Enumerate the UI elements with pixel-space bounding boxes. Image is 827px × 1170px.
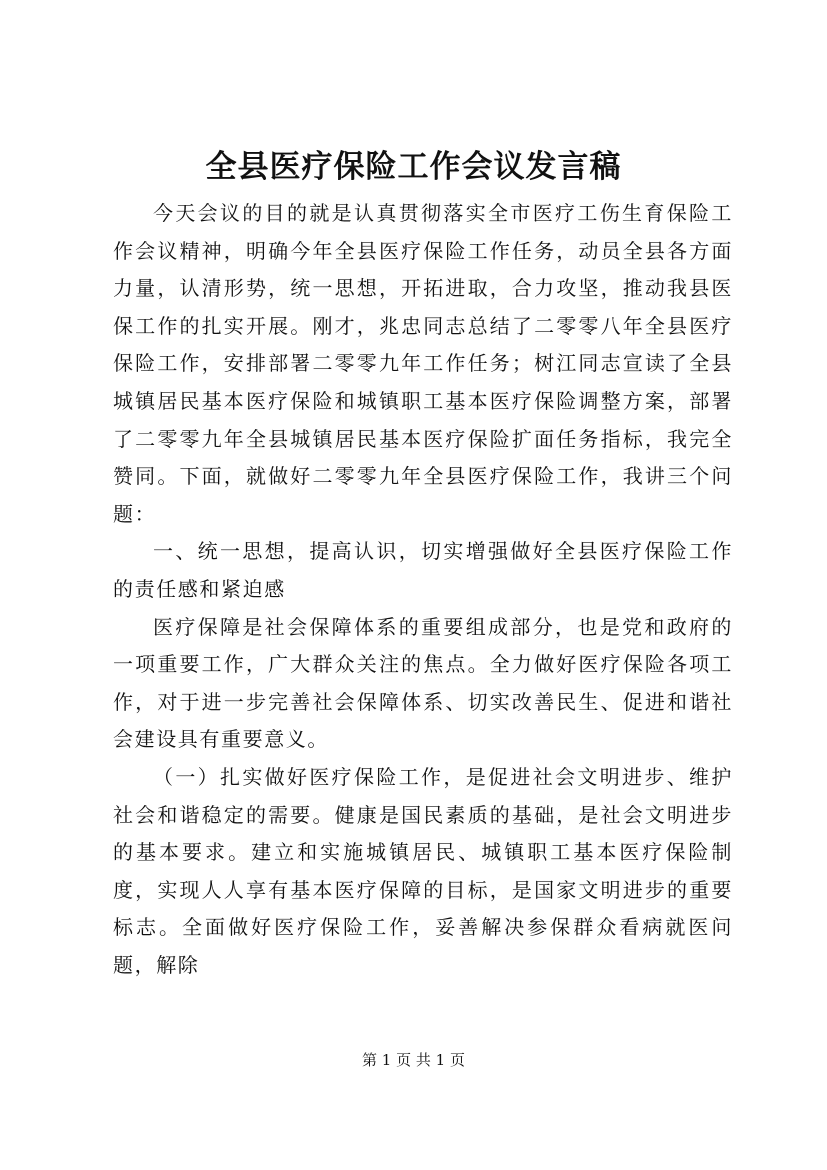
paragraph-section-1: 医疗保障是社会保障体系的重要组成部分，也是党和政府的一项重要工作，广大群众关注的焦点。全力做好医疗保险各项工作，对于进一步完善社会保障体系、切实改善民生、促进和谐社会建设具有重要意义。 xyxy=(113,614,733,752)
page-number-footer: 第 1 页 共 1 页 xyxy=(362,1051,465,1069)
section-heading-1: 一、统一思想，提高认识，切实增强做好全县医疗保险工作的责任感和紧迫感 xyxy=(113,539,733,601)
document-body xyxy=(113,195,733,984)
paragraph-intro: 今天会议的目的就是认真贯彻落实全市医疗工伤生育保险工作会议精神，明确今年全县医疗保险工作任务，动员全县各方面力量，认清形势，统一思想，开拓进取，合力攻坚，推动我县医保工作的扎实开展。刚才，兆忠同志总结了二零零八年全县医疗保险工作，安排部署二零零九年工作任务；树江同志宣读了全县城镇居民基本医疗保险和城镇职工基本医疗保险调整方案，部署了二零零九年全县城镇居民基本医疗保险扩面任务指标，我完全赞同。下面，就做好二零零九年全县医疗保险工作，我讲三个问题： xyxy=(113,201,733,526)
paragraph-subsection-1: （一）扎实做好医疗保险工作，是促进社会文明进步、维护社会和谐稳定的需要。健康是国民素质的基础，是社会文明进步的基本要求。建立和实施城镇居民、城镇职工基本医疗保险制度，实现人人享有基本医疗保障的目标，是国家文明进步的重要标志。全面做好医疗保险工作，妥善解决参保群众看病就医问题，解除 xyxy=(113,764,733,977)
document-title: 全县医疗保险工作会议发言稿 xyxy=(205,149,622,185)
